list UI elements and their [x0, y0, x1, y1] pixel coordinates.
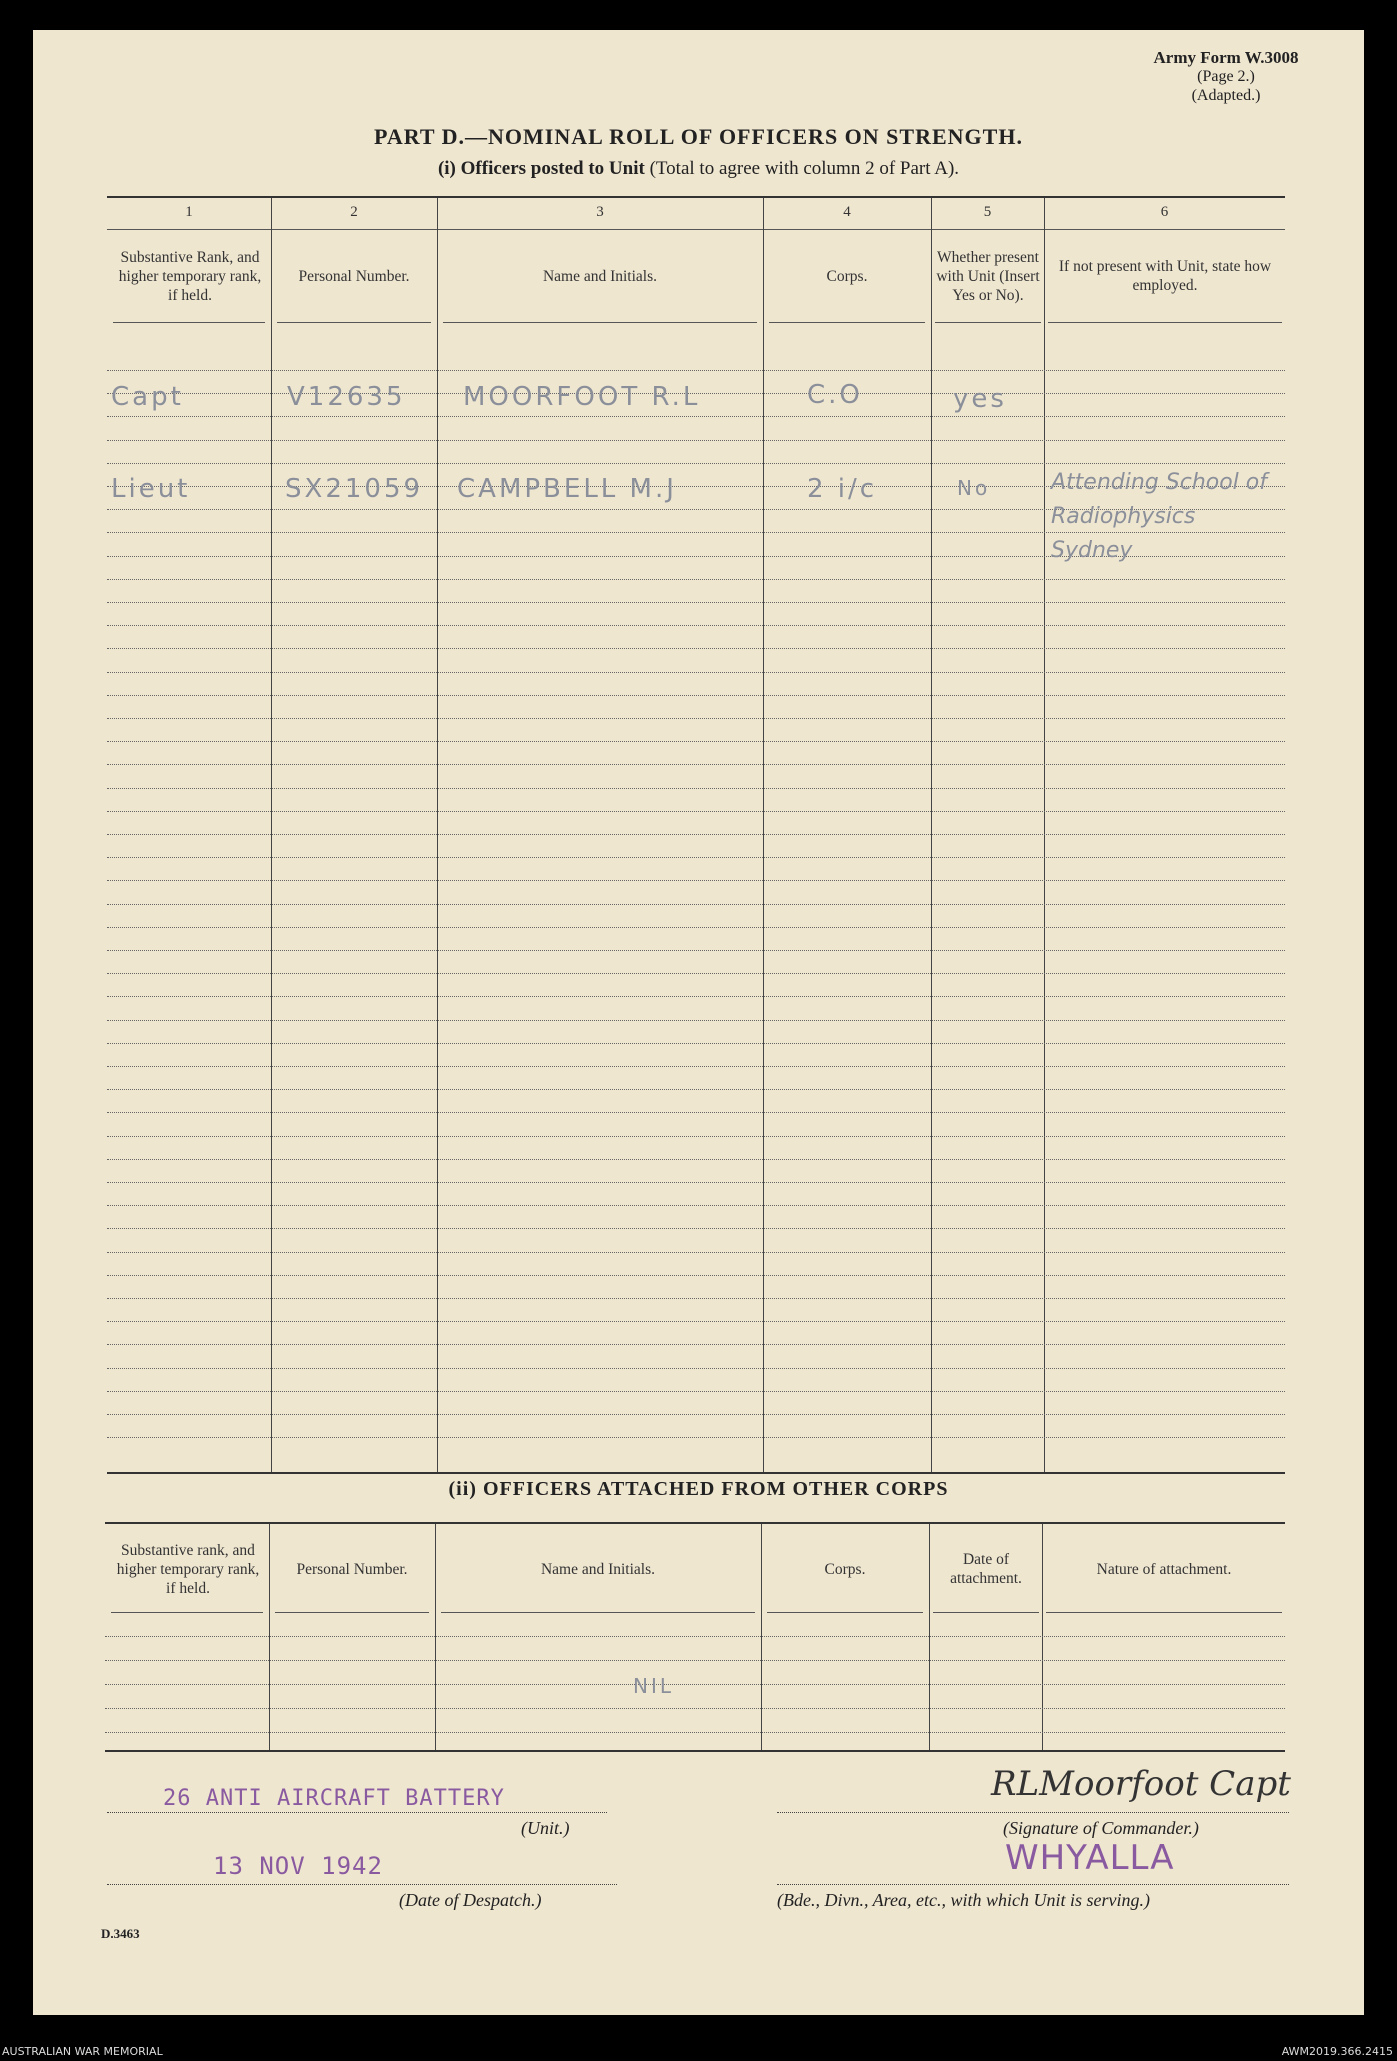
- header-underline: [935, 322, 1041, 323]
- header-underline: [275, 1612, 429, 1613]
- table-header-rule: [107, 229, 1285, 230]
- header-underline: [1046, 1612, 1282, 1613]
- page-title: PART D.—NOMINAL ROLL OF OFFICERS ON STRENGTH.: [374, 124, 1023, 149]
- unit-caption: (Unit.): [521, 1818, 570, 1838]
- header-underline: [111, 1612, 263, 1613]
- ruled-line: [105, 1636, 1285, 1637]
- ruled-line: [105, 1732, 1285, 1733]
- ruled-line: [107, 1159, 1285, 1160]
- area-dotted-line: [777, 1884, 1289, 1885]
- column-divider: [761, 1524, 762, 1750]
- archive-credit: AUSTRALIAN WAR MEMORIAL: [2, 2045, 163, 2058]
- date-caption: (Date of Despatch.): [399, 1890, 542, 1910]
- table-cell-corps: C.O: [807, 380, 863, 410]
- header-underline: [1048, 322, 1282, 323]
- ruled-line: [107, 1020, 1285, 1021]
- table-cell-number: SX21059: [285, 474, 424, 504]
- commander-signature: RLMoorfoot Capt: [991, 1764, 1291, 1804]
- column-divider: [271, 198, 272, 1472]
- ruled-line: [107, 1368, 1285, 1369]
- attached-officers-table: [105, 1522, 1285, 1752]
- attached-officers-title: (ii) OFFICERS ATTACHED FROM OTHER CORPS: [448, 1478, 949, 1500]
- ruled-line: [107, 625, 1285, 626]
- ruled-line: [107, 788, 1285, 789]
- form-page-number: (Page 2.): [1197, 68, 1255, 85]
- area-caption: (Bde., Divn., Area, etc., with which Unit is serving.): [777, 1890, 1150, 1910]
- column-divider: [931, 198, 932, 1472]
- column-divider: [1042, 1524, 1043, 1750]
- ruled-line: [107, 1344, 1285, 1345]
- ruled-line: [107, 1205, 1285, 1206]
- column-number: 3: [596, 204, 604, 220]
- section-subtitle-note: (Total to agree with column 2 of Part A).: [649, 158, 960, 179]
- ruled-line: [107, 1321, 1285, 1322]
- table-cell-employed: Attending School of Radiophysics Sydney: [1051, 470, 1267, 563]
- ruled-line: [107, 672, 1285, 673]
- header-underline: [443, 322, 757, 323]
- ruled-line: [107, 579, 1285, 580]
- ruled-line: [107, 1275, 1285, 1276]
- ruled-line: [105, 1708, 1285, 1709]
- ruled-line: [105, 1684, 1285, 1685]
- table-cell-present: No: [957, 476, 991, 500]
- signature-dotted-line: [777, 1812, 1289, 1813]
- column-header-personal-number: Personal Number.: [296, 1560, 408, 1578]
- ruled-line: [107, 973, 1285, 974]
- ruled-line: [107, 1298, 1285, 1299]
- column-divider: [269, 1524, 270, 1750]
- column-header-personal-number: Personal Number.: [298, 267, 410, 285]
- ruled-line: [107, 1066, 1285, 1067]
- column-divider: [929, 1524, 930, 1750]
- column-header-name: Name and Initials.: [540, 1560, 656, 1578]
- column-header-corps: Corps.: [824, 1560, 866, 1578]
- date-stamp: 13 NOV 1942: [213, 1852, 383, 1880]
- date-dotted-line: [107, 1884, 617, 1885]
- print-code: D.3463: [101, 1926, 140, 1941]
- table-cell-name: MOORFOOT R.L: [463, 382, 701, 412]
- ruled-line: [107, 1112, 1285, 1113]
- unit-stamp: 26 ANTI AIRCRAFT BATTERY: [163, 1786, 505, 1811]
- archive-reference: AWM2019.366.2415: [1281, 2045, 1393, 2058]
- column-divider: [435, 1524, 436, 1750]
- ruled-line: [107, 834, 1285, 835]
- column-header-name: Name and Initials.: [542, 267, 658, 285]
- header-underline: [113, 322, 265, 323]
- ruled-line: [107, 370, 1285, 371]
- table-cell-name: CAMPBELL M.J: [457, 474, 677, 504]
- ruled-line: [107, 1437, 1285, 1438]
- ruled-line: [107, 648, 1285, 649]
- ruled-line: [107, 904, 1285, 905]
- ruled-line: [107, 718, 1285, 719]
- ruled-line: [105, 1660, 1285, 1661]
- unit-dotted-line: [107, 1812, 607, 1813]
- column-header-rank: Substantive Rank, and higher temporary rank, if held.: [118, 248, 262, 304]
- ruled-line: [107, 1391, 1285, 1392]
- column-header-corps: Corps.: [826, 267, 868, 285]
- column-number: 2: [350, 204, 358, 220]
- column-divider: [763, 198, 764, 1472]
- ruled-line: [107, 440, 1285, 441]
- ruled-line: [107, 1136, 1285, 1137]
- column-header-employment: If not present with Unit, state how employed.: [1058, 258, 1272, 294]
- header-underline: [441, 1612, 755, 1613]
- form-page: [33, 30, 1364, 2015]
- ruled-line: [107, 416, 1285, 417]
- ruled-line: [107, 996, 1285, 997]
- ruled-line: [107, 1182, 1285, 1183]
- ruled-line: [107, 1414, 1285, 1415]
- column-number: 6: [1160, 204, 1169, 220]
- column-header-date-of-attachment: Date of attachment.: [950, 1551, 1022, 1587]
- ruled-line: [107, 1089, 1285, 1090]
- ruled-line: [107, 1043, 1285, 1044]
- ruled-line: [107, 857, 1285, 858]
- ruled-line: [107, 811, 1285, 812]
- ruled-line: [107, 602, 1285, 603]
- ruled-line: [107, 741, 1285, 742]
- ruled-line: [107, 764, 1285, 765]
- column-header-present: Whether present with Unit (Insert Yes or No).: [936, 248, 1040, 304]
- table-cell-corps: 2 i/c: [807, 474, 878, 504]
- header-underline: [277, 322, 431, 323]
- table-cell-rank: Capt: [111, 382, 184, 412]
- section-subtitle: [33, 158, 1364, 180]
- ruled-line: [107, 950, 1285, 951]
- ruled-line: [107, 1228, 1285, 1229]
- column-header-rank: Substantive rank, and higher temporary rank, if held.: [116, 1541, 260, 1597]
- area-stamp: WHYALLA: [1005, 1838, 1175, 1878]
- ruled-line: [107, 1252, 1285, 1253]
- column-number: 1: [185, 204, 193, 220]
- ruled-line: [107, 463, 1285, 464]
- ruled-line: [107, 927, 1285, 928]
- signature-caption: (Signature of Commander.): [1003, 1818, 1199, 1838]
- officers-posted-table: [107, 196, 1285, 1474]
- header-underline: [933, 1612, 1039, 1613]
- form-number: Army Form W.3008: [1153, 48, 1299, 67]
- column-header-nature-of-attachment: Nature of attachment.: [1096, 1560, 1232, 1578]
- header-underline: [769, 322, 925, 323]
- section-subtitle-main: (i) Officers posted to Unit: [437, 158, 645, 179]
- column-number: 4: [843, 204, 851, 220]
- column-divider: [1044, 198, 1045, 1472]
- table-cell-present: yes: [953, 384, 1007, 414]
- column-number: 5: [983, 204, 992, 220]
- header-underline: [767, 1612, 923, 1613]
- column-divider: [437, 198, 438, 1472]
- form-adapted-note: (Adapted.): [1191, 87, 1261, 104]
- table-cell-rank: Lieut: [111, 474, 191, 504]
- table-cell-number: V12635: [287, 382, 406, 412]
- nil-entry: NIL: [633, 1674, 675, 1698]
- ruled-line: [107, 880, 1285, 881]
- ruled-line: [107, 695, 1285, 696]
